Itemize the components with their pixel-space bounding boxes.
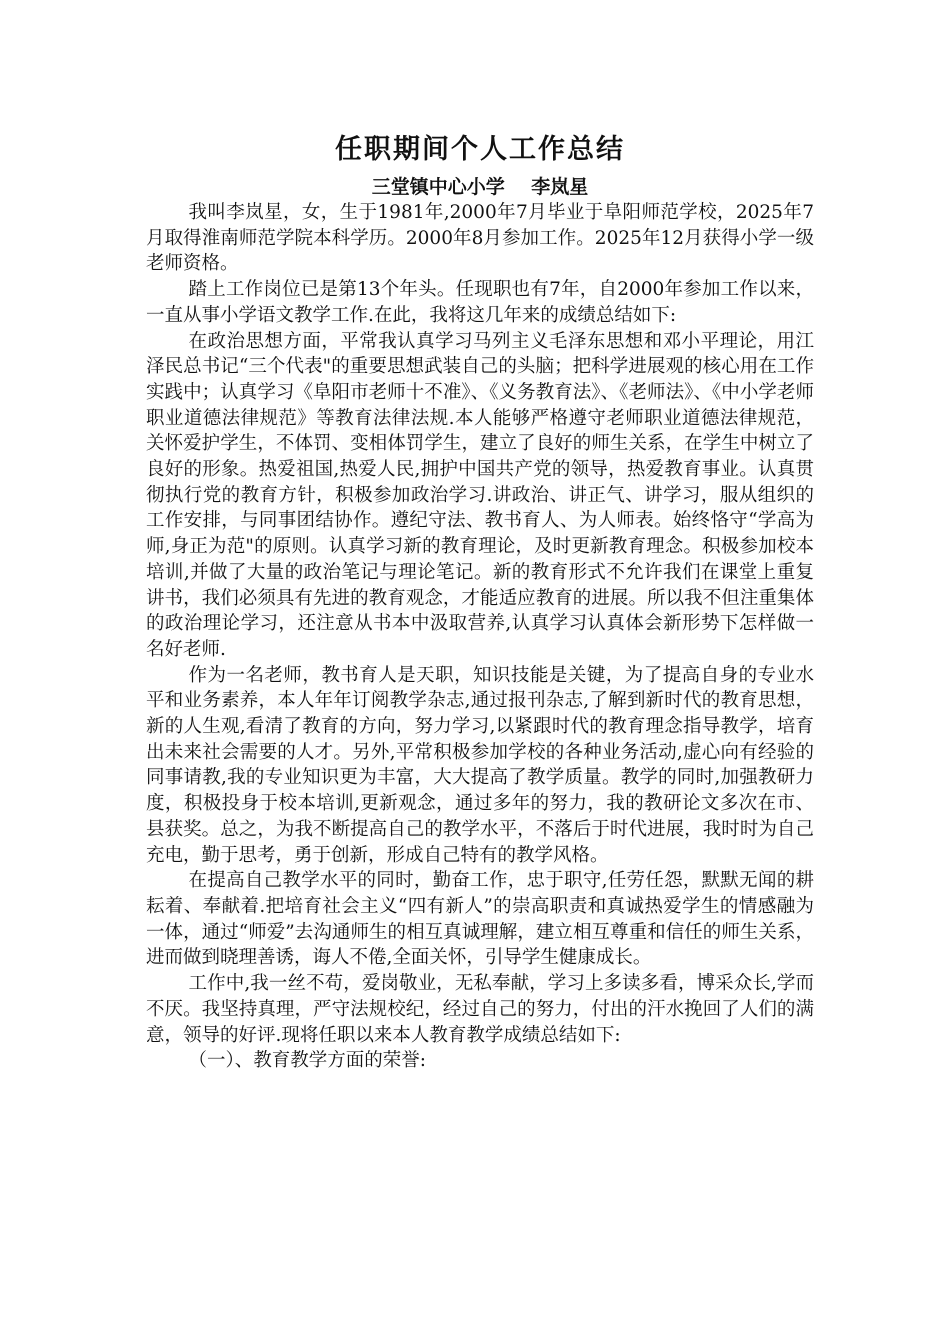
paragraph-political-thought: 在政治思想方面，平常我认真学习马列主义毛泽东思想和邓小平理论，用江泽民总书记“三个代表"的重要思想武装自己的头脑；把科学进展观的核心用在工作实践中；认真学习《阜阳市老师十不准》、《义务教育法》、《老师法》、《中小学老师职业道德法律规范》等教育法律法规.本人能够严格遵守老师职业道德法律规范，关怀爱护学生，不体罚、变相体罚学生，建立了良好的师生关系，在学生中树立了良好的形象。热爱祖国,热爱人民,拥护中国共产党的领导，热爱教育事业。认真贯彻执行党的教育方针，积极参加政治学习.讲政治、讲正气、讲学习，服从组织的工作安排，与同事团结协作。遵纪守法、教书育人、为人师表。始终恪守“学高为师,身正为范"的原则。认真学习新的教育理论，及时更新教育理念。积极参加校本培训,并做了大量的政治笔记与理论笔记。新的教育形式不允许我们在课堂上重复讲书，我们必须具有先进的教育观念，才能适应教育的进展。所以我不但注重集体的政治理论学习，还注意从书本中汲取营养,认真学习认真体会新形势下怎样做一名好老师. (146, 330, 814, 660)
paragraph-career: 踏上工作岗位已是第13个年头。任现职也有7年，自2000年参加工作以来，一直从事小学语文教学工作.在此，我将这几年来的成绩总结如下: (146, 279, 814, 326)
document-page (146, 130, 814, 1074)
paragraph-dedication: 在提高自己教学水平的同时，勤奋工作，忠于职守,任劳任怨，默默无闻的耕耘着、奉献着.把培育社会主义“四有新人”的崇高职责和真诚热爱学生的情感融为一体，通过“师爱”去沟通师生的相互真诚理解，建立相互尊重和信任的师生关系，进而做到晓理善诱，诲人不倦,全面关怀，引导学生健康成长。 (146, 870, 814, 969)
author-byline: 三堂镇中心小学 李岚星 (371, 176, 589, 198)
paragraph-intro: 我叫李岚星，女，生于1981年,2000年7月毕业于阜阳师范学校，2025年7月取得淮南师范学院本科学历。2000年8月参加工作。2025年12月获得小学一级老师资格。 (146, 202, 814, 275)
section-heading-honors: （一）、教育教学方面的荣誉: (188, 1050, 427, 1072)
paragraph-professional-growth: 作为一名老师，教书育人是天职，知识技能是关键，为了提高自身的专业水平和业务素养，本人年年订阅教学杂志,通过报刊杂志,了解到新时代的教育思想，新的人生观,看清了教育的方向，努力学习,以紧跟时代的教育理念指导教学，培育出未来社会需要的人才。另外,平常积极参加学校的各种业务活动,虚心向有经验的同事请教,我的专业知识更为丰富，大大提高了教学质量。教学的同时,加强教研力度，积极投身于校本培训,更新观念，通过多年的努力，我的教研论文多次在市、县获奖。总之，为我不断提高自己的教学水平，不落后于时代进展，我时时为自己充电，勤于思考，勇于创新，形成自己特有的教学风格。 (146, 664, 814, 866)
document-title: 任职期间个人工作总结 (335, 134, 625, 165)
paragraph-work-attitude: 工作中,我一丝不苟，爱岗敬业，无私奉献，学习上多读多看，博采众长,学而不厌。我坚持真理，严守法规校纪，经过自己的努力，付出的汗水挽回了人们的满意，领导的好评.现将任职以来本人教育教学成绩总结如下: (146, 973, 814, 1046)
